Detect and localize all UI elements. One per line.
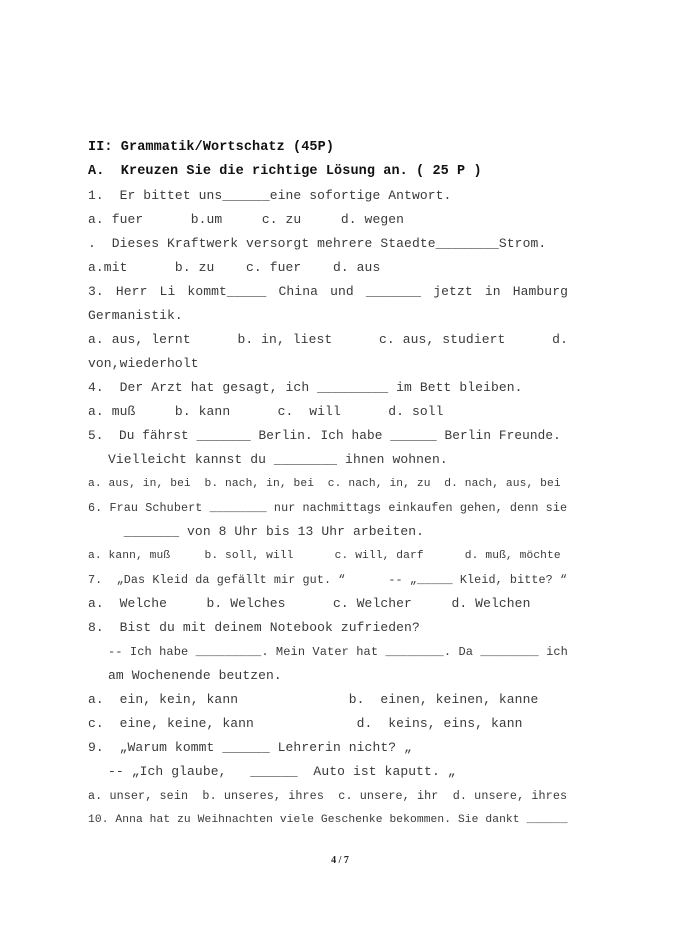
question-8-options-1: a. ein, kein, kann b. einen, keinen, kanne [88, 692, 539, 707]
question-2-options: a.mit b. zu c. fuer d. aus [88, 260, 381, 275]
question-3-options [88, 332, 568, 348]
q3-option-b: b. in, liest [237, 332, 333, 347]
question-8: 8. Bist du mit deinem Notebook zufrieden? [88, 620, 420, 635]
question-9: 9. „Warum kommt ______ Lehrerin nicht? „ [88, 740, 412, 755]
q3-word: Hamburg [512, 284, 568, 299]
question-1: 1. Er bittet uns______eine sofortige Antwort. [88, 188, 452, 203]
q3-option-d: d. [552, 332, 568, 347]
question-4-options: a. muß b. kann c. will d. soll [88, 404, 444, 419]
section-title: II: Grammatik/Wortschatz (45P) [88, 140, 335, 155]
question-6-cont: _______ von 8 Uhr bis 13 Uhr arbeiten. [108, 524, 425, 539]
question-3-cont: Germanistik. [88, 308, 183, 323]
q3-word: Li [159, 284, 176, 299]
q3-word: jetzt [433, 284, 473, 299]
question-6-options: a. kann, muß b. soll, will c. will, darf d. muß, möchte [88, 550, 561, 562]
question-8-options-2: c. eine, keine, kann d. keins, eins, kann [88, 716, 523, 731]
question-8-cont-2: am Wochenende beutzen. [108, 668, 282, 683]
question-8-cont-1: -- Ich habe _________. Mein Vater hat ________. Da ________ ich [108, 645, 568, 659]
q3-word: in [484, 284, 501, 299]
question-7: 7. „Das Kleid da gefällt mir gut. “ -- „_____ Kleid, bitte? “ [88, 573, 568, 587]
question-4: 4. Der Arzt hat gesagt, ich _________ im Bett bleiben. [88, 380, 523, 395]
question-9-options: a. unser, sein b. unseres, ihres c. unsere, ihr d. unsere, ihres [88, 789, 568, 803]
q3-word: und [330, 284, 354, 299]
question-9-cont: -- „Ich glaube, ______ Auto ist kaputt. „ [108, 764, 456, 779]
page-number: 4 / 7 [331, 855, 349, 866]
q3-option-c: c. aus, studiert [379, 332, 506, 347]
q3-word: _______ [365, 284, 422, 299]
question-5-cont: Vielleicht kannst du ________ ihnen wohnen. [108, 452, 448, 467]
question-7-options: a. Welche b. Welches c. Welcher d. Welchen [88, 596, 531, 611]
question-1-options: a. fuer b.um c. zu d. wegen [88, 212, 405, 227]
question-5-options: a. aus, in, bei b. nach, in, bei c. nach, in, zu d. nach, aus, bei [88, 478, 561, 490]
q3-word: Herr [115, 284, 148, 299]
q3-word: 3. [88, 284, 104, 299]
q3-option-a: a. aus, lernt [88, 332, 191, 347]
question-3 [88, 284, 568, 300]
q3-word: China [278, 284, 319, 299]
question-2: . Dieses Kraftwerk versorgt mehrere Staedte________Strom. [88, 236, 547, 251]
question-3-options-cont: von,wiederholt [88, 356, 199, 371]
q3-word: kommt_____ [187, 284, 267, 299]
part-title: A. Kreuzen Sie die richtige Lösung an. ( 25 P ) [88, 164, 482, 179]
question-6: 6. Frau Schubert ________ nur nachmittags einkaufen gehen, denn sie [88, 501, 568, 515]
question-10: 10. Anna hat zu Weihnachten viele Geschenke bekommen. Sie dankt ______ [88, 814, 568, 826]
question-5: 5. Du fährst _______ Berlin. Ich habe ______ Berlin Freunde. [88, 428, 561, 443]
